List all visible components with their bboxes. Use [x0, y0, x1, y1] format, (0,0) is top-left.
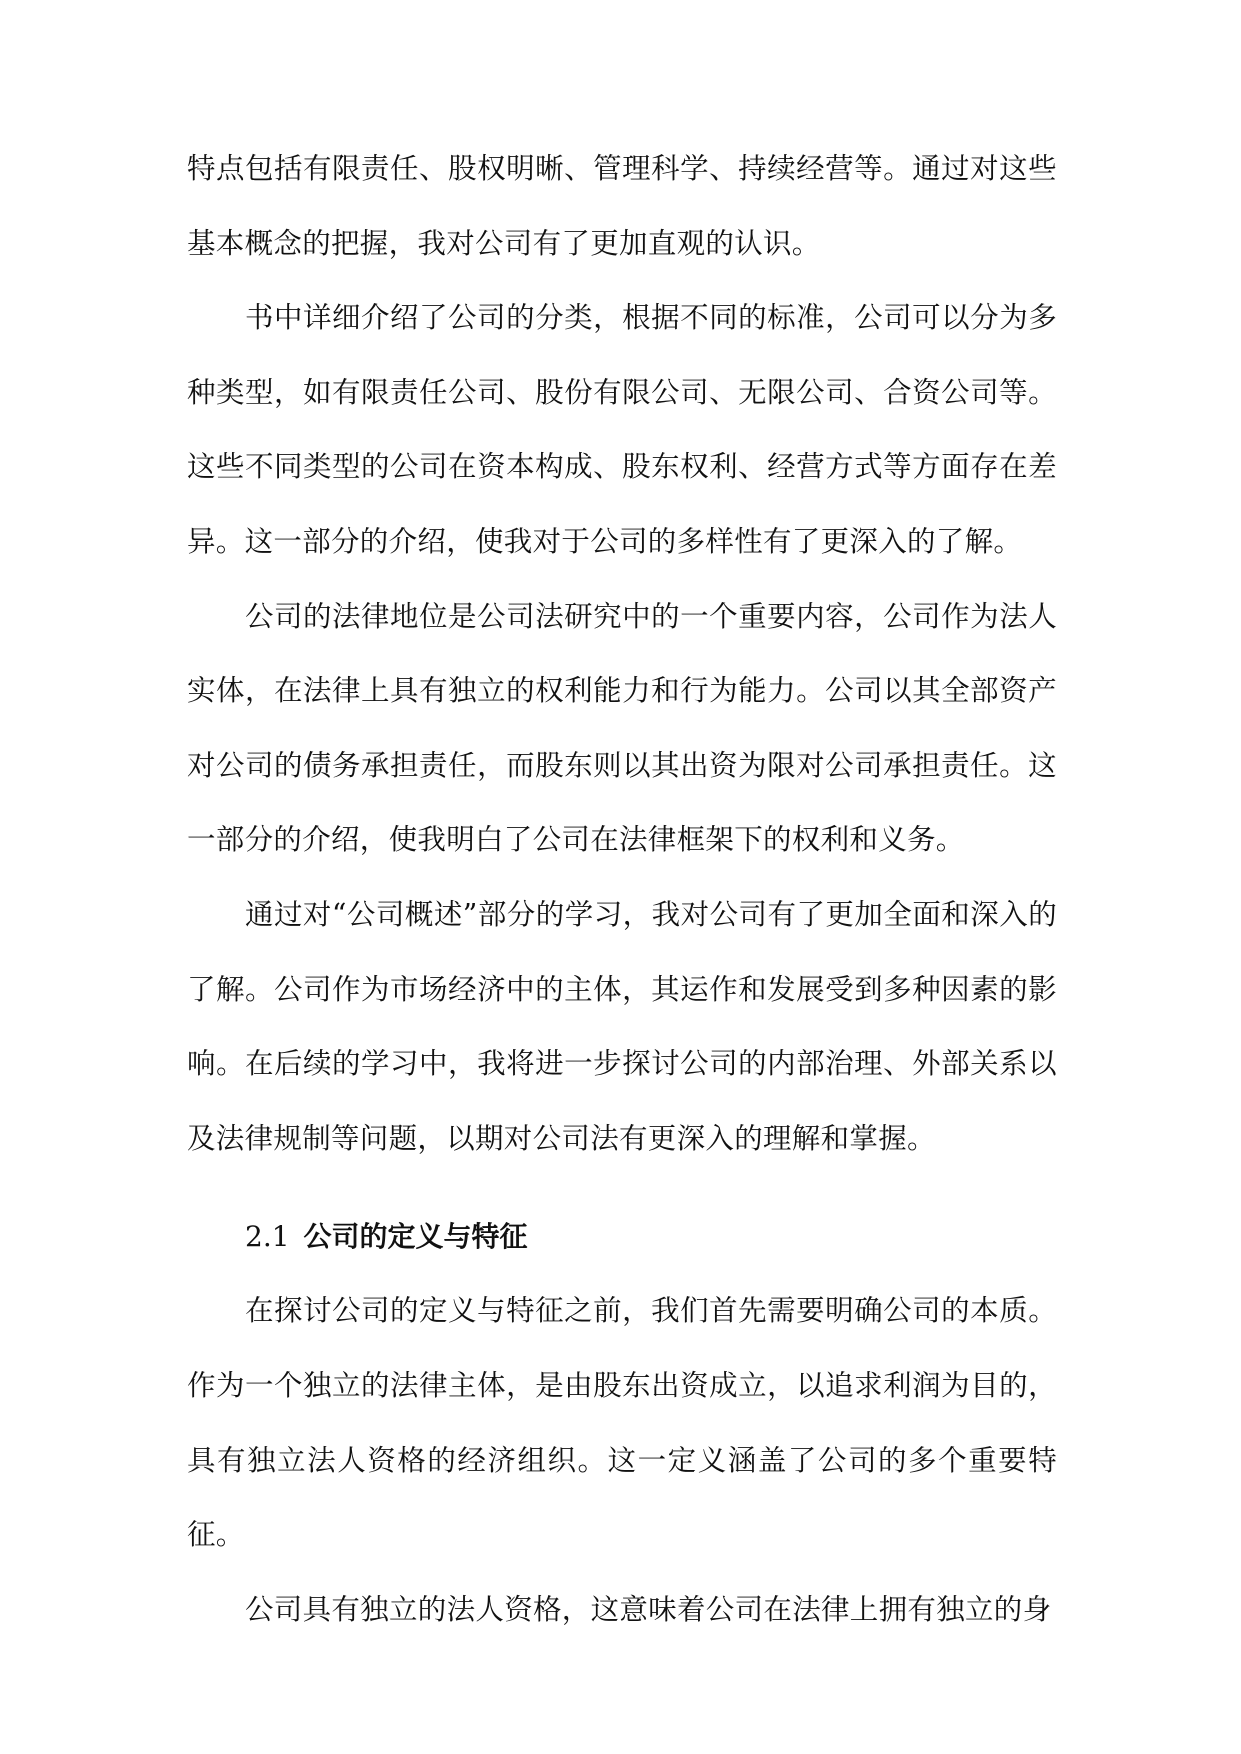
body-paragraph: 公司的法律地位是公司法研究中的一个重要内容，公司作为法人实体，在法律上具有独立的权利能力和行为能力。公司以其全部资产对公司的债务承担责任，而股东则以其出资为限对公司承担责任。这一部分的介绍，使我明白了公司在法律框架下的权利和义务。: [187, 599, 1057, 857]
section-heading: [187, 1200, 1057, 1274]
body-paragraph: 公司具有独立的法人资格，这意味着公司在法律上拥有独立的身: [245, 1592, 1052, 1626]
document-page: [187, 132, 1057, 1647]
section-number: 2.1: [245, 1220, 290, 1254]
section-title: 公司的定义与特征: [303, 1220, 528, 1254]
body-paragraph: 在探讨公司的定义与特征之前，我们首先需要明确公司的本质。作为一个独立的法律主体，是由股东出资成立，以追求利润为目的，具有独立法人资格的经济组织。这一定义涵盖了公司的多个重要特征。: [187, 1294, 1057, 1552]
body-paragraph: 通过对“公司概述”部分的学习，我对公司有了更加全面和深入的了解。公司作为市场经济中的主体，其运作和发展受到多种因素的影响。在后续的学习中，我将进一步探讨公司的内部治理、外部关系以及法律规制等问题，以期对公司法有更深入的理解和掌握。: [187, 897, 1057, 1155]
body-paragraph: 书中详细介绍了公司的分类，根据不同的标准，公司可以分为多种类型，如有限责任公司、股份有限公司、无限公司、合资公司等。这些不同类型的公司在资本构成、股东权利、经营方式等方面存在差异。这一部分的介绍，使我对于公司的多样性有了更深入的了解。: [187, 301, 1057, 558]
continuation-paragraph: 特点包括有限责任、股权明晰、管理科学、持续经营等。通过对这些基本概念的把握，我对公司有了更加直观的认识。: [187, 152, 1057, 260]
